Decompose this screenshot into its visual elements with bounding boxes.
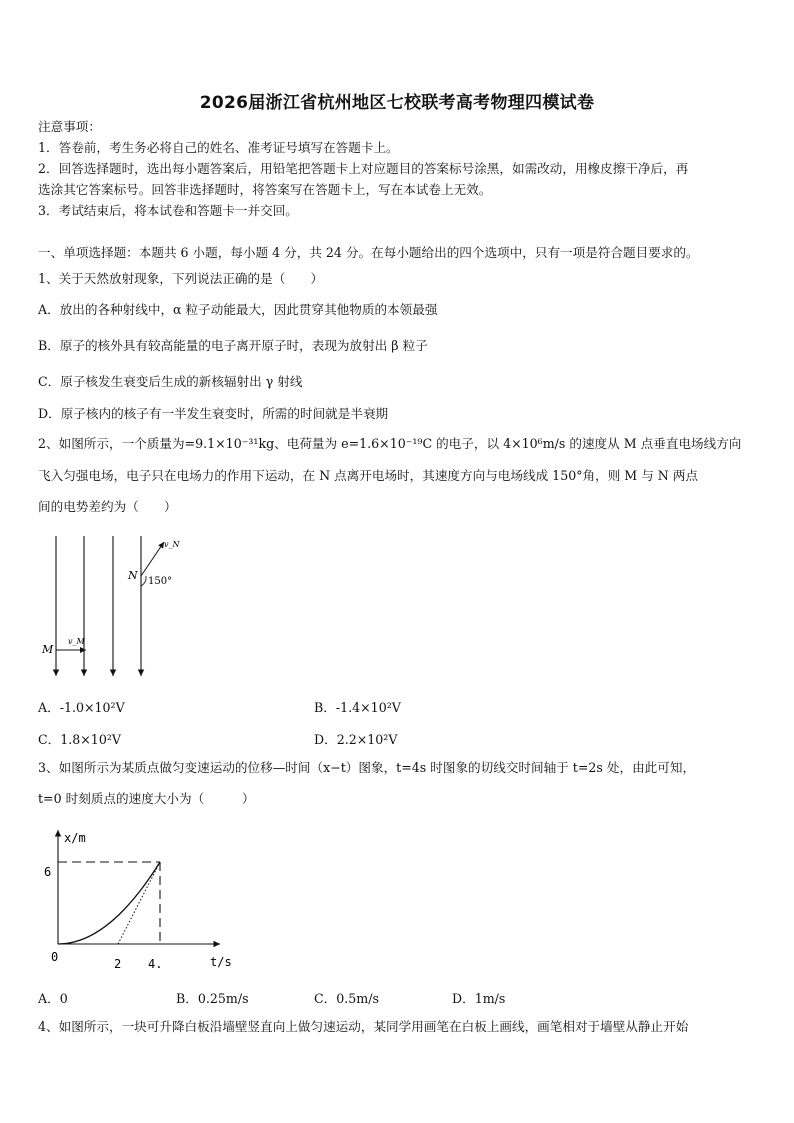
q3-option-d: D．1m/s (452, 991, 506, 1006)
x-tick-2: 2 (114, 957, 122, 971)
notice-heading: 注意事项： (38, 119, 101, 134)
section-heading: 一、单项选择题：本题共 6 小题，每小题 4 分，共 24 分。在每小题给出的四个选项中，只有一项是符合题目要求的。 (38, 245, 699, 260)
notice-item-3: 3．考试结束后，将本试卷和答题卡一并交回。 (38, 203, 298, 218)
y-tick-6: 6 (44, 865, 52, 879)
q1-option-b: B．原子的核外具有较高能量的电子离开原子时，表现为放射出 β 粒子 (38, 338, 428, 353)
q2-option-a: A．-1.0×10²V (38, 700, 125, 715)
q2-option-d: D．2.2×10²V (314, 732, 398, 747)
notice-item-2: 2．回答选择题时，选出每小题答案后，用铅笔把答题卡上对应题目的答案标号涂黑，如需改动，用橡皮擦干净后，再 (38, 161, 689, 176)
q3-stem-line-1: 3、如图所示为某质点做匀变速运动的位移—时间（x−t）图象，t=4s 时图象的切线交时间轴于 t=2s 处，由此可知， (38, 760, 696, 775)
x-tick-4: 4. (148, 957, 163, 971)
q1-option-a: A．放出的各种射线中，α 粒子动能最大，因此贯穿其他物质的本领最强 (38, 302, 438, 317)
q2-stem-line-2: 飞入匀强电场，电子只在电场力的作用下运动，在 N 点离开电场时，其速度方向与电场线成 150°角，则 M 与 N 两点 (38, 468, 699, 483)
q3-option-c: C．0.5m/s (314, 991, 379, 1006)
q2-stem-line-1: 2、如图所示，一个质量为=9.1×10⁻³¹kg、电荷量为 e=1.6×10⁻¹⁹C 的电子，以 4×10⁶m/s 的速度从 M 点垂直电场线方向 (38, 436, 742, 451)
q3-xt-graph (34, 824, 244, 974)
q4-stem-line-1: 4、如图所示，一块可升降白板沿墙壁竖直向上做匀速运动，某同学用画笔在白板上画线，画笔相对于墙壁从静止开始 (38, 1019, 689, 1034)
label-vm: v_M (68, 637, 85, 646)
origin-label: 0 (51, 950, 59, 964)
q3-stem-line-2: t=0 时刻质点的速度大小为（ ） (38, 791, 255, 806)
q1-option-d: D．原子核内的核子有一半发生衰变时，所需的时间就是半衰期 (38, 406, 389, 421)
q2-field-diagram (36, 532, 196, 682)
y-axis-label: x/m (64, 831, 86, 845)
label-angle: 150° (148, 576, 173, 587)
notice-item-1: 1．答卷前，考生务必将自己的姓名、准考证号填写在答题卡上。 (38, 140, 399, 155)
notice-item-2-cont: 选涂其它答案标号。回答非选择题时，将答案写在答题卡上，写在本试卷上无效。 (38, 182, 492, 197)
q2-stem-line-3: 间的电势差约为（ ） (38, 499, 177, 514)
label-m: M (42, 643, 54, 656)
q3-option-a: A．0 (38, 991, 68, 1006)
q1-option-c: C．原子核发生衰变后生成的新核辐射出 γ 射线 (38, 374, 303, 389)
x-axis-label: t/s (210, 955, 232, 969)
tangent-line (118, 862, 160, 944)
label-vn: v_N (164, 540, 180, 549)
angle-arc (141, 576, 146, 586)
q2-option-b: B．-1.4×10²V (314, 700, 401, 715)
xt-curve (58, 862, 160, 944)
q1-stem: 1、关于天然放射现象，下列说法正确的是（ ） (38, 271, 324, 286)
q3-option-b: B．0.25m/s (176, 991, 249, 1006)
velocity-n-arrow (141, 542, 164, 576)
page-title: 2026届浙江省杭州地区七校联考高考物理四模试卷 (199, 93, 595, 113)
q2-option-c: C．1.8×10²V (38, 732, 121, 747)
label-n: N (128, 569, 138, 582)
